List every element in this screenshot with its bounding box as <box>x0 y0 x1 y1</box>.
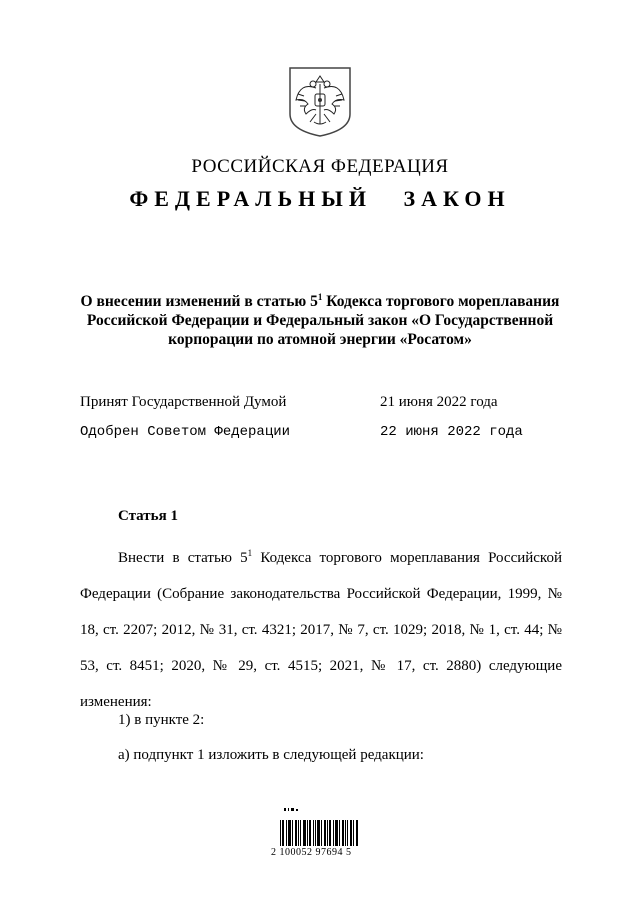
law-title <box>0 186 640 212</box>
law-title-word-federal: ФЕДЕРАЛЬНЫЙ <box>129 186 372 211</box>
duma-date: 21 июня 2022 года <box>380 394 498 410</box>
barcode-number: 2 100052 97694 5 <box>271 847 352 858</box>
council-label: Одобрен Советом Федерации <box>80 424 291 440</box>
duma-label: Принят Государственной Думой <box>80 394 287 410</box>
paragraph-text-start: Внести в статью 5 <box>118 550 248 566</box>
law-subject <box>70 288 570 349</box>
article-heading: Статья 1 <box>118 508 178 524</box>
subject-line-3: корпорации по атомной энергии «Росатом» <box>168 331 472 349</box>
subject-superscript: 1 <box>317 292 323 302</box>
coat-of-arms-emblem <box>286 64 354 138</box>
paragraph-superscript: 1 <box>247 548 253 558</box>
council-date: 22 июня 2022 года <box>380 424 523 440</box>
subject-line-1 <box>70 288 570 311</box>
article-item-2: а) подпункт 1 изложить в следующей редакции: <box>118 747 424 763</box>
subject-line-1-text: О внесении изменений в статью 5 <box>80 293 318 311</box>
country-name: РОССИЙСКАЯ ФЕДЕРАЦИЯ <box>191 156 449 177</box>
article-item-1: 1) в пункте 2: <box>118 712 205 728</box>
article-paragraph <box>80 535 562 720</box>
subject-line-1-tail: Кодекса торгового мореплавания <box>322 293 560 311</box>
law-title-word-law: ЗАКОН <box>403 186 511 211</box>
subject-line-2: Российской Федерации и Федеральный закон «О Государственной <box>86 312 554 330</box>
paragraph-text-rest: Кодекса торгового мореплавания Российской Федерации (Собрание законодательства Российской Федерации, 1999, № 18, ст. 2207; 2012, № 31, ст. 4321; 2017, № 7, ст. 1029; 2018, № 1, ст. 44; № 53, ст. 8451; 2020, № 29, ст. 4515; 2021, № 17, ст. 2880) следующие изменения: <box>80 550 562 710</box>
